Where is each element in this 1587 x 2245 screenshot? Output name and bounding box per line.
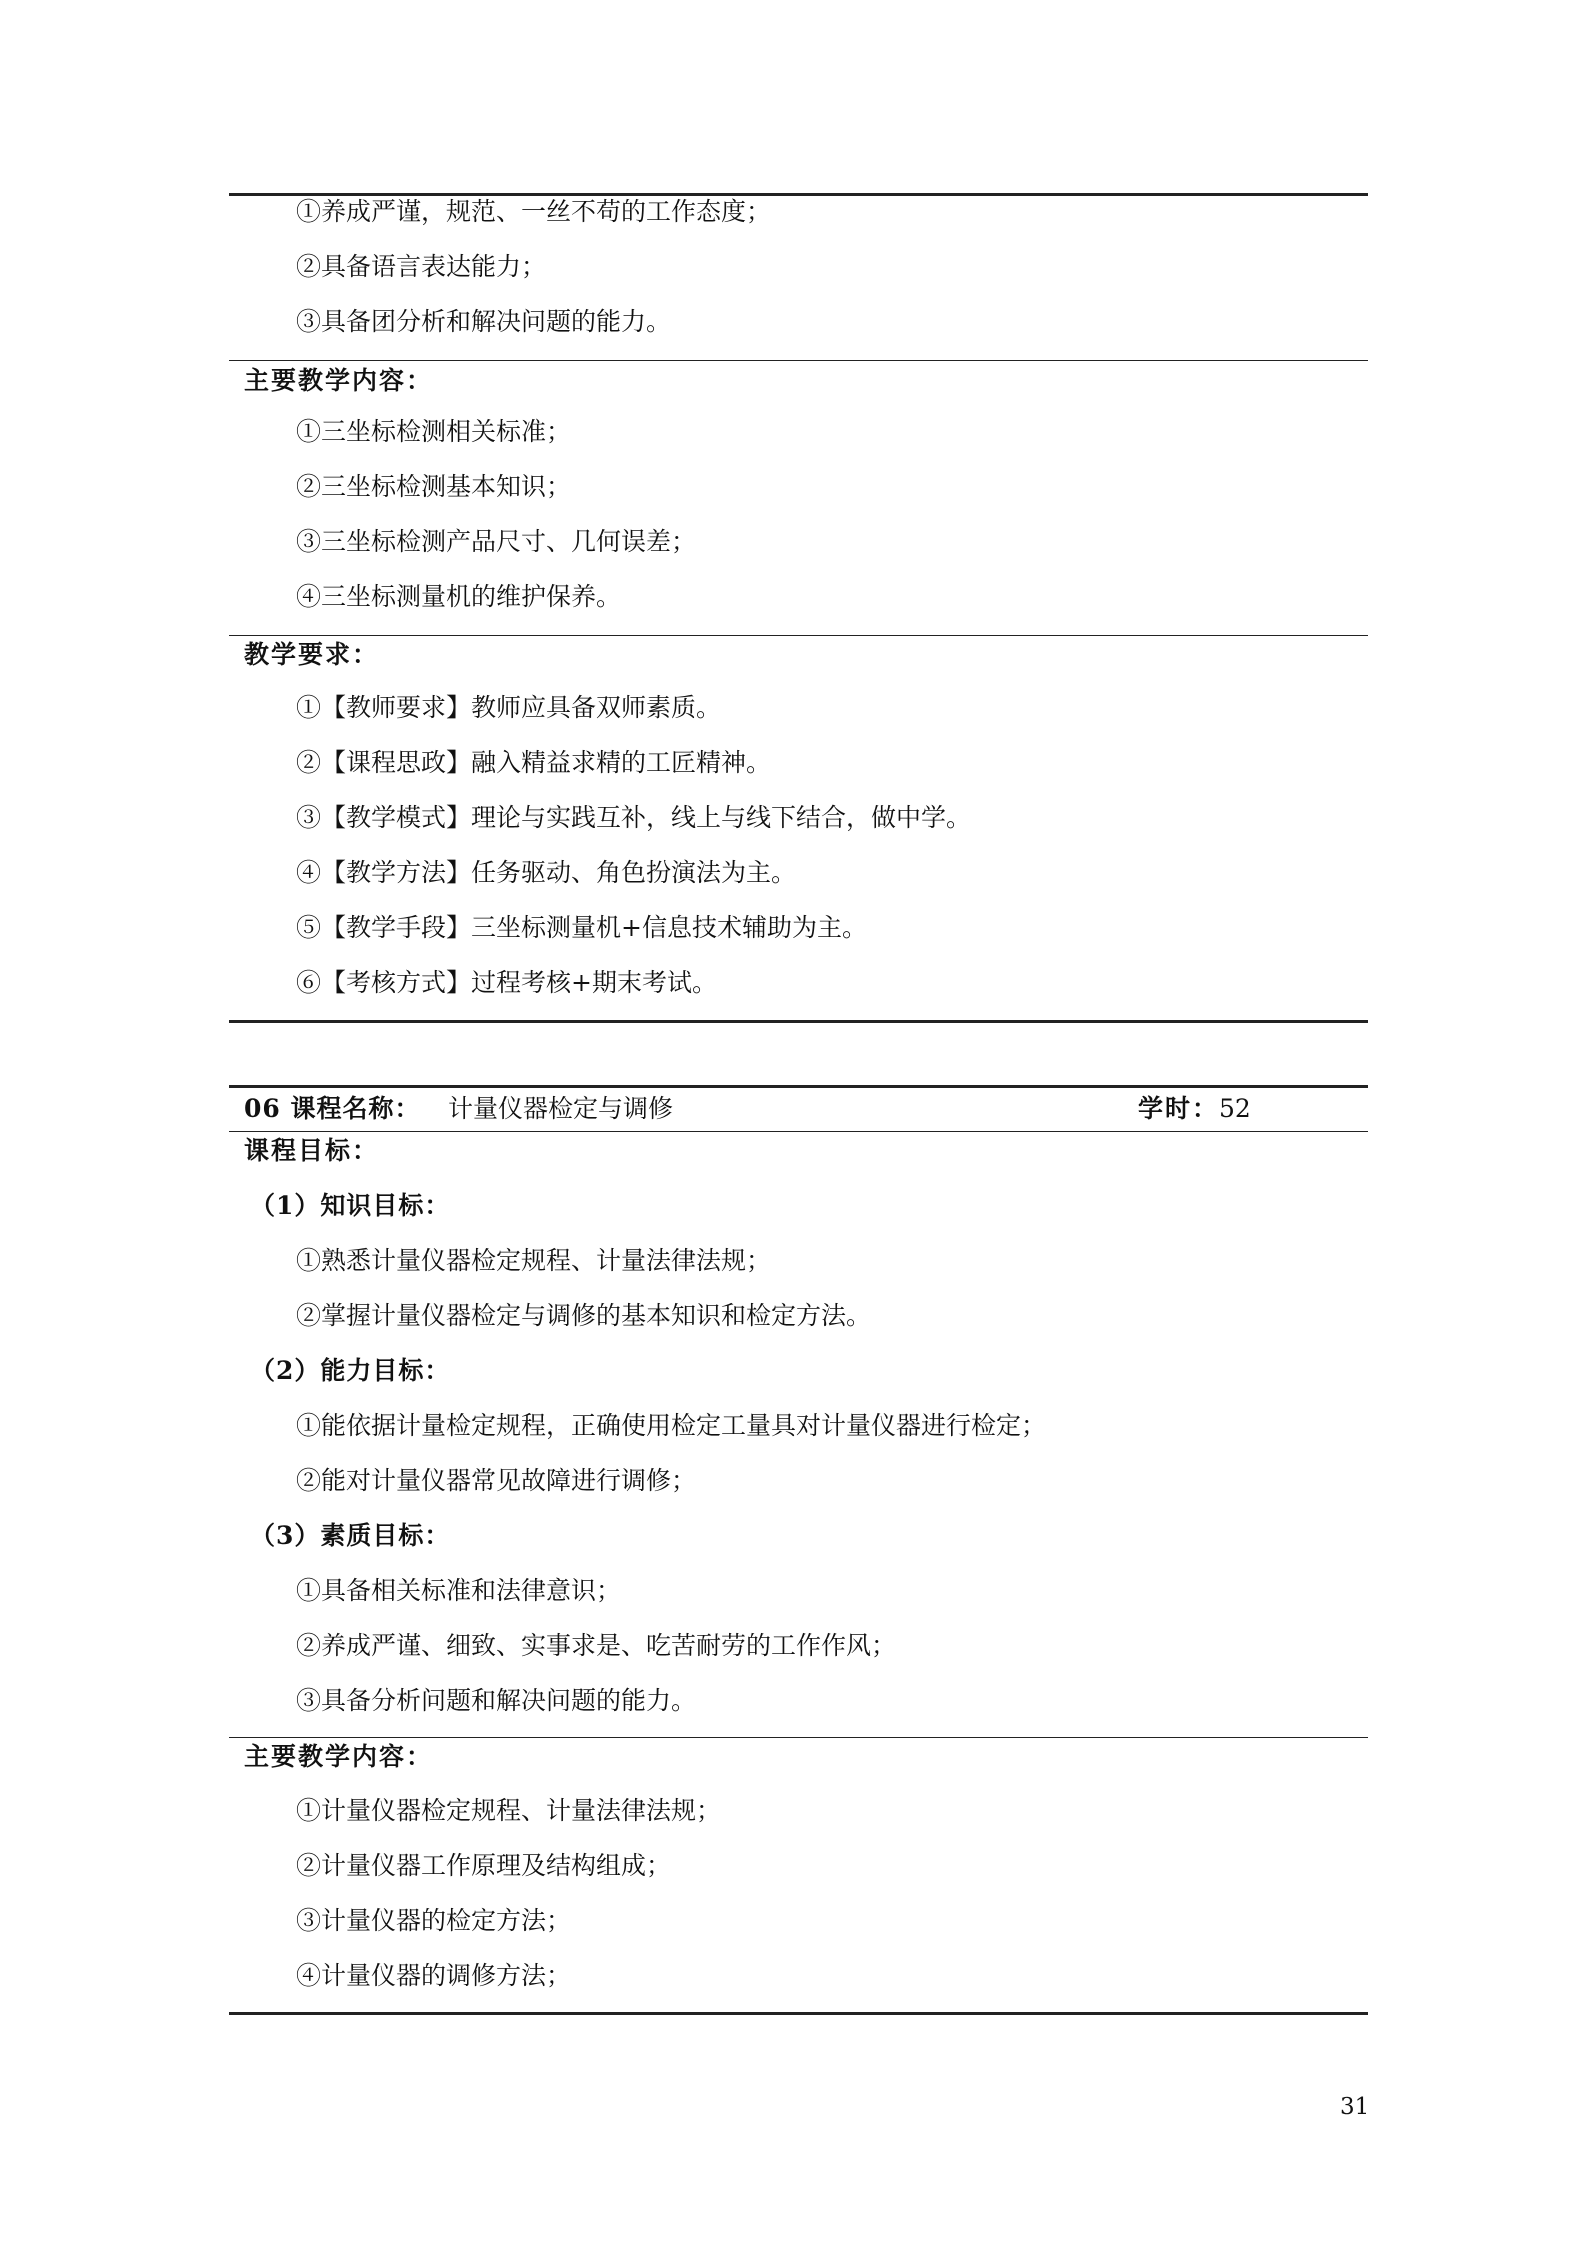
course-hours-label: 学时： <box>1138 1094 1220 1123</box>
requirements-item: ⑤【教学手段】三坐标测量机+信息技术辅助为主。 <box>296 913 867 942</box>
content-item: ④计量仪器的调修方法； <box>296 1961 572 1990</box>
row-divider <box>229 1131 1368 1132</box>
requirements-item: ②【课程思政】融入精益求精的工匠精神。 <box>296 748 772 777</box>
requirements-item: ④【教学方法】任务驱动、角色扮演法为主。 <box>296 858 797 887</box>
quality-heading: （3）素质目标： <box>250 1521 451 1550</box>
content-item: ②计量仪器工作原理及结构组成； <box>296 1851 672 1880</box>
course-hours-value: 52 <box>1219 1094 1251 1123</box>
quality-item: ①养成严谨，规范、一丝不苟的工作态度； <box>296 197 772 226</box>
course-name-label: 06 课程名称： <box>244 1094 421 1123</box>
requirements-item: ③【教学模式】理论与实践互补，线上与线下结合，做中学。 <box>296 803 972 832</box>
requirements-item: ①【教师要求】教师应具备双师素质。 <box>296 693 722 722</box>
ability-item: ②能对计量仪器常见故障进行调修； <box>296 1466 697 1495</box>
quality-item: ②具备语言表达能力； <box>296 252 547 281</box>
quality-item: ②养成严谨、细致、实事求是、吃苦耐劳的工作作风； <box>296 1631 897 1660</box>
row-divider <box>229 360 1368 361</box>
ability-heading: （2）能力目标： <box>250 1356 451 1385</box>
content-item: ①三坐标检测相关标准； <box>296 417 572 446</box>
content-item: ③三坐标检测产品尺寸、几何误差； <box>296 527 697 556</box>
course-hours <box>1138 1093 1251 1125</box>
row-divider <box>229 635 1368 636</box>
knowledge-item: ②掌握计量仪器检定与调修的基本知识和检定方法。 <box>296 1301 872 1330</box>
requirements-heading: 教学要求： <box>244 640 380 669</box>
requirements-item: ⑥【考核方式】过程考核+期末考试。 <box>296 968 717 997</box>
quality-item: ③具备团分析和解决问题的能力。 <box>296 307 672 336</box>
goals-heading: 课程目标： <box>244 1136 380 1165</box>
knowledge-heading: （1）知识目标： <box>250 1191 451 1220</box>
content-item: ③计量仪器的检定方法； <box>296 1906 572 1935</box>
table-bottom-border <box>229 2012 1368 2015</box>
content-heading: 主要教学内容： <box>244 1742 434 1771</box>
quality-item: ③具备分析问题和解决问题的能力。 <box>296 1686 697 1715</box>
table-bottom-border <box>229 1020 1368 1023</box>
course-name: 计量仪器检定与调修 <box>448 1094 674 1123</box>
table-top-border <box>229 1085 1368 1088</box>
content-item: ①计量仪器检定规程、计量法律法规； <box>296 1796 722 1825</box>
ability-item: ①能依据计量检定规程，正确使用检定工量具对计量仪器进行检定； <box>296 1411 1047 1440</box>
page-number: 31 <box>1340 2094 1370 2120</box>
quality-item: ①具备相关标准和法律意识； <box>296 1576 622 1605</box>
content-heading: 主要教学内容： <box>244 366 434 395</box>
content-item: ④三坐标测量机的维护保养。 <box>296 582 622 611</box>
content-item: ②三坐标检测基本知识； <box>296 472 572 501</box>
knowledge-item: ①熟悉计量仪器检定规程、计量法律法规； <box>296 1246 772 1275</box>
row-divider <box>229 1737 1368 1738</box>
